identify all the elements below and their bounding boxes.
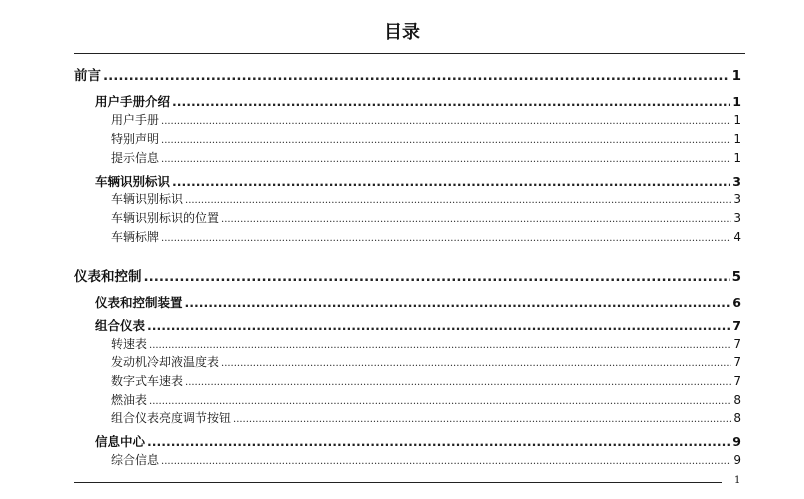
dot-leader — [161, 136, 731, 146]
toc-entry-page: 7 — [732, 318, 741, 333]
toc-entry-page: 3 — [733, 192, 741, 206]
toc-entry[interactable] — [111, 372, 741, 389]
dot-leader — [161, 457, 731, 467]
toc-entry-page: 3 — [732, 174, 741, 189]
page-title: 目录 — [384, 22, 420, 43]
toc-entry-page: 1 — [732, 94, 741, 109]
toc-entry-label: 车辆识别标识 — [95, 174, 171, 189]
toc-entry-page: 3 — [733, 211, 741, 225]
dot-leader — [103, 70, 730, 84]
dot-leader — [161, 117, 731, 127]
toc-entry-page: 5 — [731, 269, 741, 285]
toc-entry[interactable] — [111, 190, 741, 207]
toc-entry-label: 组合仪表亮度调节按钮 — [111, 411, 232, 425]
toc-entry[interactable] — [74, 64, 741, 84]
toc-entry-label: 用户手册介绍 — [95, 94, 171, 109]
toc-entry-page: 7 — [733, 374, 741, 388]
toc-entry-page: 7 — [733, 355, 741, 369]
toc-entry[interactable] — [111, 228, 741, 245]
toc-entry[interactable] — [111, 111, 741, 128]
toc-entry-page: 4 — [733, 230, 741, 244]
toc-entry-label: 特别声明 — [111, 132, 160, 146]
toc-entry-page: 6 — [732, 295, 741, 310]
toc-entry[interactable] — [111, 409, 741, 426]
dot-leader — [161, 155, 731, 165]
toc-entry-label: 车辆识别标识 — [111, 192, 184, 206]
footer-rule — [74, 482, 722, 483]
dot-leader — [149, 341, 731, 351]
toc-entry-label: 发动机冷却液温度表 — [111, 355, 220, 369]
dot-leader — [185, 378, 731, 388]
toc-entry-label: 数字式车速表 — [111, 374, 184, 388]
toc-entry-label: 综合信息 — [111, 453, 160, 467]
toc-entry[interactable] — [95, 172, 741, 190]
toc-entry[interactable] — [111, 149, 741, 166]
toc-entry-label: 组合仪表 — [95, 318, 146, 333]
toc-entry[interactable] — [111, 209, 741, 226]
toc-entry[interactable] — [111, 130, 741, 147]
toc-entry-label: 车辆标牌 — [111, 230, 160, 244]
dot-leader — [185, 297, 731, 310]
dot-leader — [221, 215, 731, 225]
toc-entry[interactable] — [111, 335, 741, 352]
toc-entry[interactable] — [95, 293, 741, 311]
toc-entry-page: 8 — [733, 411, 741, 425]
toc-entry-label: 仪表和控制装置 — [95, 295, 183, 310]
toc-entry[interactable] — [111, 353, 741, 370]
toc-entry-page: 1 — [733, 113, 741, 127]
toc-entry-label: 用户手册 — [111, 113, 160, 127]
footer-page-number: 1 — [734, 475, 741, 486]
toc-entry[interactable] — [95, 316, 741, 334]
dot-leader — [147, 320, 730, 333]
toc-entry[interactable] — [111, 451, 741, 468]
toc-entry-label: 燃油表 — [111, 393, 148, 407]
dot-leader — [185, 196, 731, 206]
dot-leader — [149, 397, 731, 407]
toc-entry-page: 1 — [733, 151, 741, 165]
dot-leader — [161, 234, 731, 244]
dot-leader — [233, 415, 731, 425]
toc-entry-label: 仪表和控制 — [74, 269, 142, 285]
toc-entry-page: 7 — [733, 337, 741, 351]
toc-entry[interactable] — [74, 265, 741, 285]
toc-entry[interactable] — [95, 432, 741, 450]
dot-leader — [147, 436, 730, 449]
header-rule — [74, 53, 745, 54]
dot-leader — [172, 176, 730, 189]
toc-entry-page: 9 — [732, 434, 741, 449]
toc-entry-label: 前言 — [74, 68, 101, 84]
toc-entry-label: 车辆识别标识的位置 — [111, 211, 220, 225]
toc-entry-label: 信息中心 — [95, 434, 146, 449]
dot-leader — [144, 271, 730, 285]
toc-entry[interactable] — [95, 92, 741, 110]
toc-entry-page: 9 — [733, 453, 741, 467]
dot-leader — [172, 96, 730, 109]
toc-entry[interactable] — [111, 391, 741, 408]
toc-entry-label: 提示信息 — [111, 151, 160, 165]
toc-entry-page: 8 — [733, 393, 741, 407]
dot-leader — [221, 359, 731, 369]
toc-entry-page: 1 — [733, 132, 741, 146]
toc-entry-page: 1 — [731, 68, 741, 84]
toc-entry-label: 转速表 — [111, 337, 148, 351]
